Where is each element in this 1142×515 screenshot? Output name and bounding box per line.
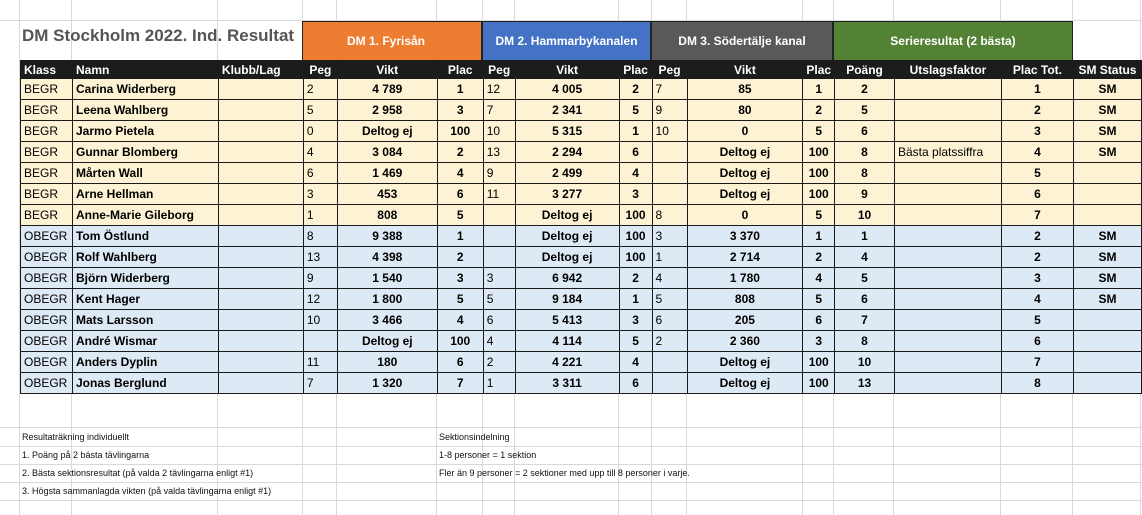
cell-plac[interactable]: 3 xyxy=(619,310,652,331)
cell-klubb-lag[interactable] xyxy=(218,310,303,331)
cell-klass[interactable]: BEGR xyxy=(21,184,73,205)
cell-namn[interactable]: Anders Dyplin xyxy=(72,352,218,373)
cell-poang[interactable]: 10 xyxy=(835,352,895,373)
col-header-plac-tot[interactable]: Plac Tot. xyxy=(1001,61,1073,79)
cell-plac-tot[interactable]: 2 xyxy=(1001,247,1073,268)
notes-right-heading: Sektionsindelning xyxy=(439,432,510,442)
cell-sm-status[interactable] xyxy=(1073,205,1141,226)
cell-poang[interactable]: 7 xyxy=(835,310,895,331)
cell-plac[interactable]: 5 xyxy=(803,205,835,226)
cell-sm-status[interactable] xyxy=(1073,184,1141,205)
col-header-vikt[interactable]: Vikt xyxy=(515,61,619,79)
cell-namn[interactable]: Carina Widerberg xyxy=(72,79,218,100)
cell-vikt[interactable]: Deltog ej xyxy=(687,373,803,394)
cell-vikt[interactable]: 205 xyxy=(687,310,803,331)
cell-vikt[interactable]: 1 540 xyxy=(337,268,437,289)
cell-sm-status[interactable]: SM xyxy=(1073,142,1141,163)
col-header-vikt[interactable]: Vikt xyxy=(687,61,803,79)
col-header-peg[interactable]: Peg xyxy=(483,61,515,79)
table-row xyxy=(21,268,1142,289)
cell-plac[interactable]: 100 xyxy=(619,247,652,268)
cell-namn[interactable]: Mårten Wall xyxy=(72,163,218,184)
cell-vikt[interactable]: 2 341 xyxy=(515,100,619,121)
cell-namn[interactable]: Leena Wahlberg xyxy=(72,100,218,121)
cell-plac[interactable]: 3 xyxy=(437,268,483,289)
cell-vikt[interactable]: 4 789 xyxy=(337,79,437,100)
cell-plac[interactable]: 1 xyxy=(803,226,835,247)
col-header-plac[interactable]: Plac xyxy=(619,61,652,79)
cell-peg[interactable]: 3 xyxy=(483,268,515,289)
cell-poang[interactable]: 1 xyxy=(835,226,895,247)
notes-right-line: Fler än 9 personer = 2 sektioner med upp till 8 personer i varje. xyxy=(439,468,690,478)
cell-plac-tot[interactable]: 2 xyxy=(1001,100,1073,121)
cell-vikt[interactable]: 0 xyxy=(687,205,803,226)
cell-plac[interactable]: 6 xyxy=(437,184,483,205)
cell-plac[interactable]: 4 xyxy=(619,352,652,373)
cell-peg[interactable]: 13 xyxy=(303,247,337,268)
cell-vikt[interactable]: Deltog ej xyxy=(515,226,619,247)
cell-vikt[interactable]: 5 315 xyxy=(515,121,619,142)
cell-peg[interactable]: 0 xyxy=(303,121,337,142)
cell-klass[interactable]: OBEGR xyxy=(21,373,73,394)
cell-klass[interactable]: BEGR xyxy=(21,142,73,163)
cell-klass[interactable]: OBEGR xyxy=(21,268,73,289)
cell-vikt[interactable]: Deltog ej xyxy=(687,184,803,205)
cell-utslagsfaktor[interactable] xyxy=(895,205,1002,226)
cell-vikt[interactable]: 80 xyxy=(687,100,803,121)
cell-namn[interactable]: Björn Widerberg xyxy=(72,268,218,289)
cell-poang[interactable]: 6 xyxy=(835,121,895,142)
cell-klass[interactable]: OBEGR xyxy=(21,226,73,247)
cell-plac-tot[interactable]: 7 xyxy=(1001,352,1073,373)
col-header-namn[interactable]: Namn xyxy=(72,61,218,79)
cell-plac[interactable]: 2 xyxy=(437,247,483,268)
table-row xyxy=(21,352,1142,373)
cell-namn[interactable]: Rolf Wahlberg xyxy=(72,247,218,268)
cell-klubb-lag[interactable] xyxy=(218,268,303,289)
cell-peg[interactable]: 4 xyxy=(303,142,337,163)
cell-plac[interactable]: 3 xyxy=(437,100,483,121)
cell-peg[interactable]: 5 xyxy=(303,100,337,121)
cell-plac[interactable]: 1 xyxy=(803,79,835,100)
cell-klass[interactable]: OBEGR xyxy=(21,331,73,352)
cell-poang[interactable]: 5 xyxy=(835,100,895,121)
cell-peg[interactable]: 4 xyxy=(483,331,515,352)
cell-vikt[interactable]: 4 005 xyxy=(515,79,619,100)
cell-plac-tot[interactable]: 2 xyxy=(1001,226,1073,247)
cell-plac-tot[interactable]: 6 xyxy=(1001,184,1073,205)
cell-plac[interactable]: 5 xyxy=(619,100,652,121)
cell-klubb-lag[interactable] xyxy=(218,331,303,352)
cell-vikt[interactable]: 453 xyxy=(337,184,437,205)
cell-peg[interactable]: 11 xyxy=(303,352,337,373)
group-header-hammarbykanalen-label: DM 2. Hammarbykanalen xyxy=(495,34,638,48)
cell-peg[interactable]: 4 xyxy=(652,268,687,289)
cell-namn[interactable]: Jarmo Pietela xyxy=(72,121,218,142)
cell-klubb-lag[interactable] xyxy=(218,352,303,373)
table-row xyxy=(21,331,1142,352)
cell-namn[interactable]: Anne-Marie Gileborg xyxy=(72,205,218,226)
table-row xyxy=(21,163,1142,184)
cell-sm-status[interactable]: SM xyxy=(1073,247,1141,268)
cell-vikt[interactable]: Deltog ej xyxy=(515,247,619,268)
cell-sm-status[interactable] xyxy=(1073,352,1141,373)
col-header-poang[interactable]: Poäng xyxy=(835,61,895,79)
cell-plac[interactable]: 5 xyxy=(803,121,835,142)
group-header-sodertalje-label: DM 3. Södertälje kanal xyxy=(678,34,806,48)
cell-klass[interactable]: OBEGR xyxy=(21,310,73,331)
cell-utslagsfaktor[interactable] xyxy=(895,247,1002,268)
cell-peg[interactable]: 10 xyxy=(652,121,687,142)
cell-peg[interactable]: 6 xyxy=(483,310,515,331)
col-header-sm-status[interactable]: SM Status xyxy=(1073,61,1141,79)
cell-plac[interactable]: 5 xyxy=(437,289,483,310)
cell-peg[interactable]: 12 xyxy=(483,79,515,100)
cell-plac[interactable]: 1 xyxy=(437,226,483,247)
cell-plac[interactable]: 100 xyxy=(803,373,835,394)
cell-plac[interactable]: 6 xyxy=(437,352,483,373)
cell-vikt[interactable]: 2 714 xyxy=(687,247,803,268)
notes-left-line: 1. Poäng på 2 bästa tävlingarna xyxy=(22,450,150,460)
cell-vikt[interactable]: 1 320 xyxy=(337,373,437,394)
cell-sm-status[interactable]: SM xyxy=(1073,226,1141,247)
cell-peg[interactable]: 6 xyxy=(303,163,337,184)
col-header-peg[interactable]: Peg xyxy=(303,61,337,79)
cell-peg[interactable]: 1 xyxy=(652,247,687,268)
cell-vikt[interactable]: 808 xyxy=(337,205,437,226)
cell-utslagsfaktor[interactable] xyxy=(895,226,1002,247)
cell-vikt[interactable]: 3 466 xyxy=(337,310,437,331)
cell-plac-tot[interactable]: 7 xyxy=(1001,205,1073,226)
cell-namn[interactable]: André Wismar xyxy=(72,331,218,352)
cell-plac-tot[interactable]: 3 xyxy=(1001,121,1073,142)
col-header-utslagsfaktor[interactable]: Utslagsfaktor xyxy=(895,61,1002,79)
cell-peg[interactable]: 10 xyxy=(303,310,337,331)
cell-utslagsfaktor[interactable] xyxy=(895,331,1002,352)
cell-vikt[interactable]: 2 294 xyxy=(515,142,619,163)
cell-sm-status[interactable]: SM xyxy=(1073,100,1141,121)
results-table xyxy=(20,60,1142,394)
cell-plac[interactable]: 100 xyxy=(803,163,835,184)
cell-sm-status[interactable] xyxy=(1073,163,1141,184)
cell-vikt[interactable]: 4 221 xyxy=(515,352,619,373)
cell-plac-tot[interactable]: 5 xyxy=(1001,310,1073,331)
col-header-klass[interactable]: Klass xyxy=(21,61,73,79)
cell-vikt[interactable]: Deltog ej xyxy=(687,142,803,163)
notes-left-heading: Resultaträkning individuellt xyxy=(22,432,130,442)
cell-sm-status[interactable]: SM xyxy=(1073,121,1141,142)
notes-left-line: 3. Högsta sammanlagda vikten (på valda tävlingarna enligt #1) xyxy=(22,486,272,496)
cell-utslagsfaktor[interactable] xyxy=(895,289,1002,310)
cell-peg[interactable]: 2 xyxy=(303,79,337,100)
cell-klubb-lag[interactable] xyxy=(218,163,303,184)
cell-poang[interactable]: 9 xyxy=(835,184,895,205)
cell-klubb-lag[interactable] xyxy=(218,226,303,247)
cell-peg[interactable]: 8 xyxy=(303,226,337,247)
cell-sm-status[interactable]: SM xyxy=(1073,79,1141,100)
cell-peg[interactable]: 10 xyxy=(483,121,515,142)
cell-klass[interactable]: OBEGR xyxy=(21,289,73,310)
table-row xyxy=(21,121,1142,142)
cell-vikt[interactable]: 3 311 xyxy=(515,373,619,394)
cell-vikt[interactable]: 808 xyxy=(687,289,803,310)
cell-sm-status[interactable] xyxy=(1073,310,1141,331)
cell-vikt[interactable]: 4 114 xyxy=(515,331,619,352)
cell-plac[interactable]: 5 xyxy=(437,205,483,226)
col-header-plac[interactable]: Plac xyxy=(437,61,483,79)
cell-plac[interactable]: 100 xyxy=(619,205,652,226)
cell-peg[interactable] xyxy=(483,226,515,247)
table-row xyxy=(21,205,1142,226)
cell-vikt[interactable]: 1 780 xyxy=(687,268,803,289)
cell-klubb-lag[interactable] xyxy=(218,121,303,142)
cell-klass[interactable]: OBEGR xyxy=(21,247,73,268)
cell-plac-tot[interactable]: 1 xyxy=(1001,79,1073,100)
cell-poang[interactable]: 8 xyxy=(835,142,895,163)
cell-peg[interactable]: 2 xyxy=(652,331,687,352)
cell-plac[interactable]: 6 xyxy=(619,373,652,394)
cell-peg[interactable]: 6 xyxy=(652,310,687,331)
cell-plac[interactable]: 5 xyxy=(619,331,652,352)
cell-vikt[interactable]: Deltog ej xyxy=(687,163,803,184)
cell-vikt[interactable]: 6 942 xyxy=(515,268,619,289)
cell-utslagsfaktor[interactable] xyxy=(895,163,1002,184)
cell-peg[interactable]: 5 xyxy=(483,289,515,310)
cell-peg[interactable]: 9 xyxy=(303,268,337,289)
cell-utslagsfaktor[interactable] xyxy=(895,373,1002,394)
cell-plac[interactable]: 6 xyxy=(619,142,652,163)
cell-klass[interactable]: BEGR xyxy=(21,163,73,184)
cell-plac[interactable]: 2 xyxy=(619,79,652,100)
cell-peg[interactable] xyxy=(652,352,687,373)
cell-sm-status[interactable]: SM xyxy=(1073,268,1141,289)
cell-peg[interactable]: 2 xyxy=(483,352,515,373)
cell-klubb-lag[interactable] xyxy=(218,184,303,205)
column-header-row xyxy=(21,61,1142,79)
cell-plac-tot[interactable]: 3 xyxy=(1001,268,1073,289)
cell-klubb-lag[interactable] xyxy=(218,247,303,268)
cell-klubb-lag[interactable] xyxy=(218,79,303,100)
cell-plac[interactable]: 100 xyxy=(437,121,483,142)
cell-plac[interactable]: 4 xyxy=(803,268,835,289)
cell-poang[interactable]: 4 xyxy=(835,247,895,268)
cell-namn[interactable]: Arne Hellman xyxy=(72,184,218,205)
table-row xyxy=(21,184,1142,205)
cell-sm-status[interactable] xyxy=(1073,373,1141,394)
cell-vikt[interactable]: 3 277 xyxy=(515,184,619,205)
cell-plac[interactable]: 100 xyxy=(803,184,835,205)
cell-peg[interactable] xyxy=(303,331,337,352)
cell-plac[interactable]: 100 xyxy=(437,331,483,352)
cell-plac[interactable]: 4 xyxy=(437,163,483,184)
cell-poang[interactable]: 6 xyxy=(835,289,895,310)
cell-poang[interactable]: 13 xyxy=(835,373,895,394)
cell-peg[interactable] xyxy=(652,184,687,205)
cell-peg[interactable]: 9 xyxy=(652,100,687,121)
cell-klass[interactable]: BEGR xyxy=(21,121,73,142)
cell-plac-tot[interactable]: 5 xyxy=(1001,163,1073,184)
cell-klubb-lag[interactable] xyxy=(218,289,303,310)
cell-plac-tot[interactable]: 6 xyxy=(1001,331,1073,352)
cell-peg[interactable]: 13 xyxy=(483,142,515,163)
cell-plac[interactable]: 3 xyxy=(619,184,652,205)
cell-peg[interactable]: 7 xyxy=(303,373,337,394)
cell-peg[interactable]: 12 xyxy=(303,289,337,310)
col-header-vikt[interactable]: Vikt xyxy=(337,61,437,79)
cell-klubb-lag[interactable] xyxy=(218,142,303,163)
cell-sm-status[interactable] xyxy=(1073,331,1141,352)
cell-poang[interactable]: 10 xyxy=(835,205,895,226)
cell-plac[interactable]: 5 xyxy=(803,289,835,310)
cell-vikt[interactable]: 2 360 xyxy=(687,331,803,352)
cell-klubb-lag[interactable] xyxy=(218,100,303,121)
col-header-klubb-lag[interactable]: Klubb/Lag xyxy=(218,61,303,79)
cell-utslagsfaktor[interactable] xyxy=(895,79,1002,100)
cell-utslagsfaktor[interactable] xyxy=(895,310,1002,331)
cell-plac[interactable]: 1 xyxy=(437,79,483,100)
cell-poang[interactable]: 8 xyxy=(835,163,895,184)
cell-peg[interactable]: 11 xyxy=(483,184,515,205)
table-row xyxy=(21,142,1142,163)
cell-peg[interactable]: 3 xyxy=(303,184,337,205)
cell-vikt[interactable]: 4 398 xyxy=(337,247,437,268)
cell-peg[interactable] xyxy=(652,163,687,184)
cell-namn[interactable]: Jonas Berglund xyxy=(72,373,218,394)
cell-klass[interactable]: BEGR xyxy=(21,205,73,226)
cell-vikt[interactable]: Deltog ej xyxy=(337,331,437,352)
cell-vikt[interactable]: 1 800 xyxy=(337,289,437,310)
table-row xyxy=(21,289,1142,310)
cell-peg[interactable] xyxy=(483,247,515,268)
cell-vikt[interactable]: 3 084 xyxy=(337,142,437,163)
table-row xyxy=(21,247,1142,268)
cell-utslagsfaktor[interactable] xyxy=(895,352,1002,373)
cell-plac[interactable]: 2 xyxy=(803,100,835,121)
cell-peg[interactable]: 9 xyxy=(483,163,515,184)
cell-klubb-lag[interactable] xyxy=(218,373,303,394)
cell-vikt[interactable]: 9 184 xyxy=(515,289,619,310)
cell-plac-tot[interactable]: 4 xyxy=(1001,289,1073,310)
cell-sm-status[interactable]: SM xyxy=(1073,289,1141,310)
cell-vikt[interactable]: Deltog ej xyxy=(337,121,437,142)
cell-plac[interactable]: 100 xyxy=(619,226,652,247)
cell-klubb-lag[interactable] xyxy=(218,205,303,226)
cell-plac-tot[interactable]: 4 xyxy=(1001,142,1073,163)
group-header-serieresultat-label: Serieresultat (2 bästa) xyxy=(890,34,1016,48)
sheet-title: DM Stockholm 2022. Ind. Resultat xyxy=(22,26,295,45)
cell-plac[interactable]: 2 xyxy=(437,142,483,163)
cell-vikt[interactable]: 3 370 xyxy=(687,226,803,247)
cell-peg[interactable]: 5 xyxy=(652,289,687,310)
cell-plac[interactable]: 1 xyxy=(619,289,652,310)
cell-poang[interactable]: 5 xyxy=(835,268,895,289)
cell-vikt[interactable]: 9 388 xyxy=(337,226,437,247)
cell-peg[interactable]: 7 xyxy=(483,100,515,121)
cell-peg[interactable] xyxy=(652,373,687,394)
group-header-fyrisan-label: DM 1. Fyrisån xyxy=(346,34,426,48)
cell-utslagsfaktor[interactable] xyxy=(895,268,1002,289)
cell-utslagsfaktor[interactable] xyxy=(895,184,1002,205)
cell-namn[interactable]: Kent Hager xyxy=(72,289,218,310)
cell-peg[interactable]: 1 xyxy=(483,373,515,394)
cell-klass[interactable]: BEGR xyxy=(21,79,73,100)
cell-peg[interactable]: 1 xyxy=(303,205,337,226)
cell-plac[interactable]: 6 xyxy=(803,310,835,331)
cell-vikt[interactable]: 5 413 xyxy=(515,310,619,331)
cell-klass[interactable]: BEGR xyxy=(21,100,73,121)
col-header-peg[interactable]: Peg xyxy=(652,61,687,79)
cell-namn[interactable]: Gunnar Blomberg xyxy=(72,142,218,163)
cell-vikt[interactable]: 2 499 xyxy=(515,163,619,184)
cell-vikt[interactable]: Deltog ej xyxy=(687,352,803,373)
cell-plac[interactable]: 4 xyxy=(437,310,483,331)
cell-peg[interactable]: 3 xyxy=(652,226,687,247)
col-header-plac[interactable]: Plac xyxy=(803,61,835,79)
table-row xyxy=(21,79,1142,100)
cell-plac[interactable]: 100 xyxy=(803,142,835,163)
table-row xyxy=(21,310,1142,331)
cell-vikt[interactable]: 180 xyxy=(337,352,437,373)
cell-namn[interactable]: Tom Östlund xyxy=(72,226,218,247)
cell-plac[interactable]: 7 xyxy=(437,373,483,394)
cell-peg[interactable] xyxy=(483,205,515,226)
cell-utslagsfaktor[interactable] xyxy=(895,100,1002,121)
cell-plac[interactable]: 4 xyxy=(619,163,652,184)
table-row xyxy=(21,373,1142,394)
cell-peg[interactable]: 8 xyxy=(652,205,687,226)
cell-peg[interactable] xyxy=(652,142,687,163)
cell-klass[interactable]: OBEGR xyxy=(21,352,73,373)
cell-vikt[interactable]: 1 469 xyxy=(337,163,437,184)
cell-plac[interactable]: 1 xyxy=(619,121,652,142)
cell-plac[interactable]: 100 xyxy=(803,352,835,373)
cell-utslagsfaktor[interactable] xyxy=(895,121,1002,142)
cell-poang[interactable]: 2 xyxy=(835,79,895,100)
cell-plac-tot[interactable]: 8 xyxy=(1001,373,1073,394)
cell-vikt[interactable]: 2 958 xyxy=(337,100,437,121)
cell-utslagsfaktor[interactable]: Bästa platssiffra xyxy=(895,142,1002,163)
notes-left-line: 2. Bästa sektionsresultat (på valda 2 tävlingarna enligt #1) xyxy=(22,468,254,478)
cell-namn[interactable]: Mats Larsson xyxy=(72,310,218,331)
table-row xyxy=(21,226,1142,247)
cell-plac[interactable]: 2 xyxy=(619,268,652,289)
cell-vikt[interactable]: 85 xyxy=(687,79,803,100)
cell-peg[interactable]: 7 xyxy=(652,79,687,100)
cell-vikt[interactable]: 0 xyxy=(687,121,803,142)
cell-poang[interactable]: 8 xyxy=(835,331,895,352)
notes-right-line: 1-8 personer = 1 sektion xyxy=(439,450,537,460)
cell-vikt[interactable]: Deltog ej xyxy=(515,205,619,226)
table-row xyxy=(21,100,1142,121)
cell-plac[interactable]: 3 xyxy=(803,331,835,352)
cell-plac[interactable]: 2 xyxy=(803,247,835,268)
